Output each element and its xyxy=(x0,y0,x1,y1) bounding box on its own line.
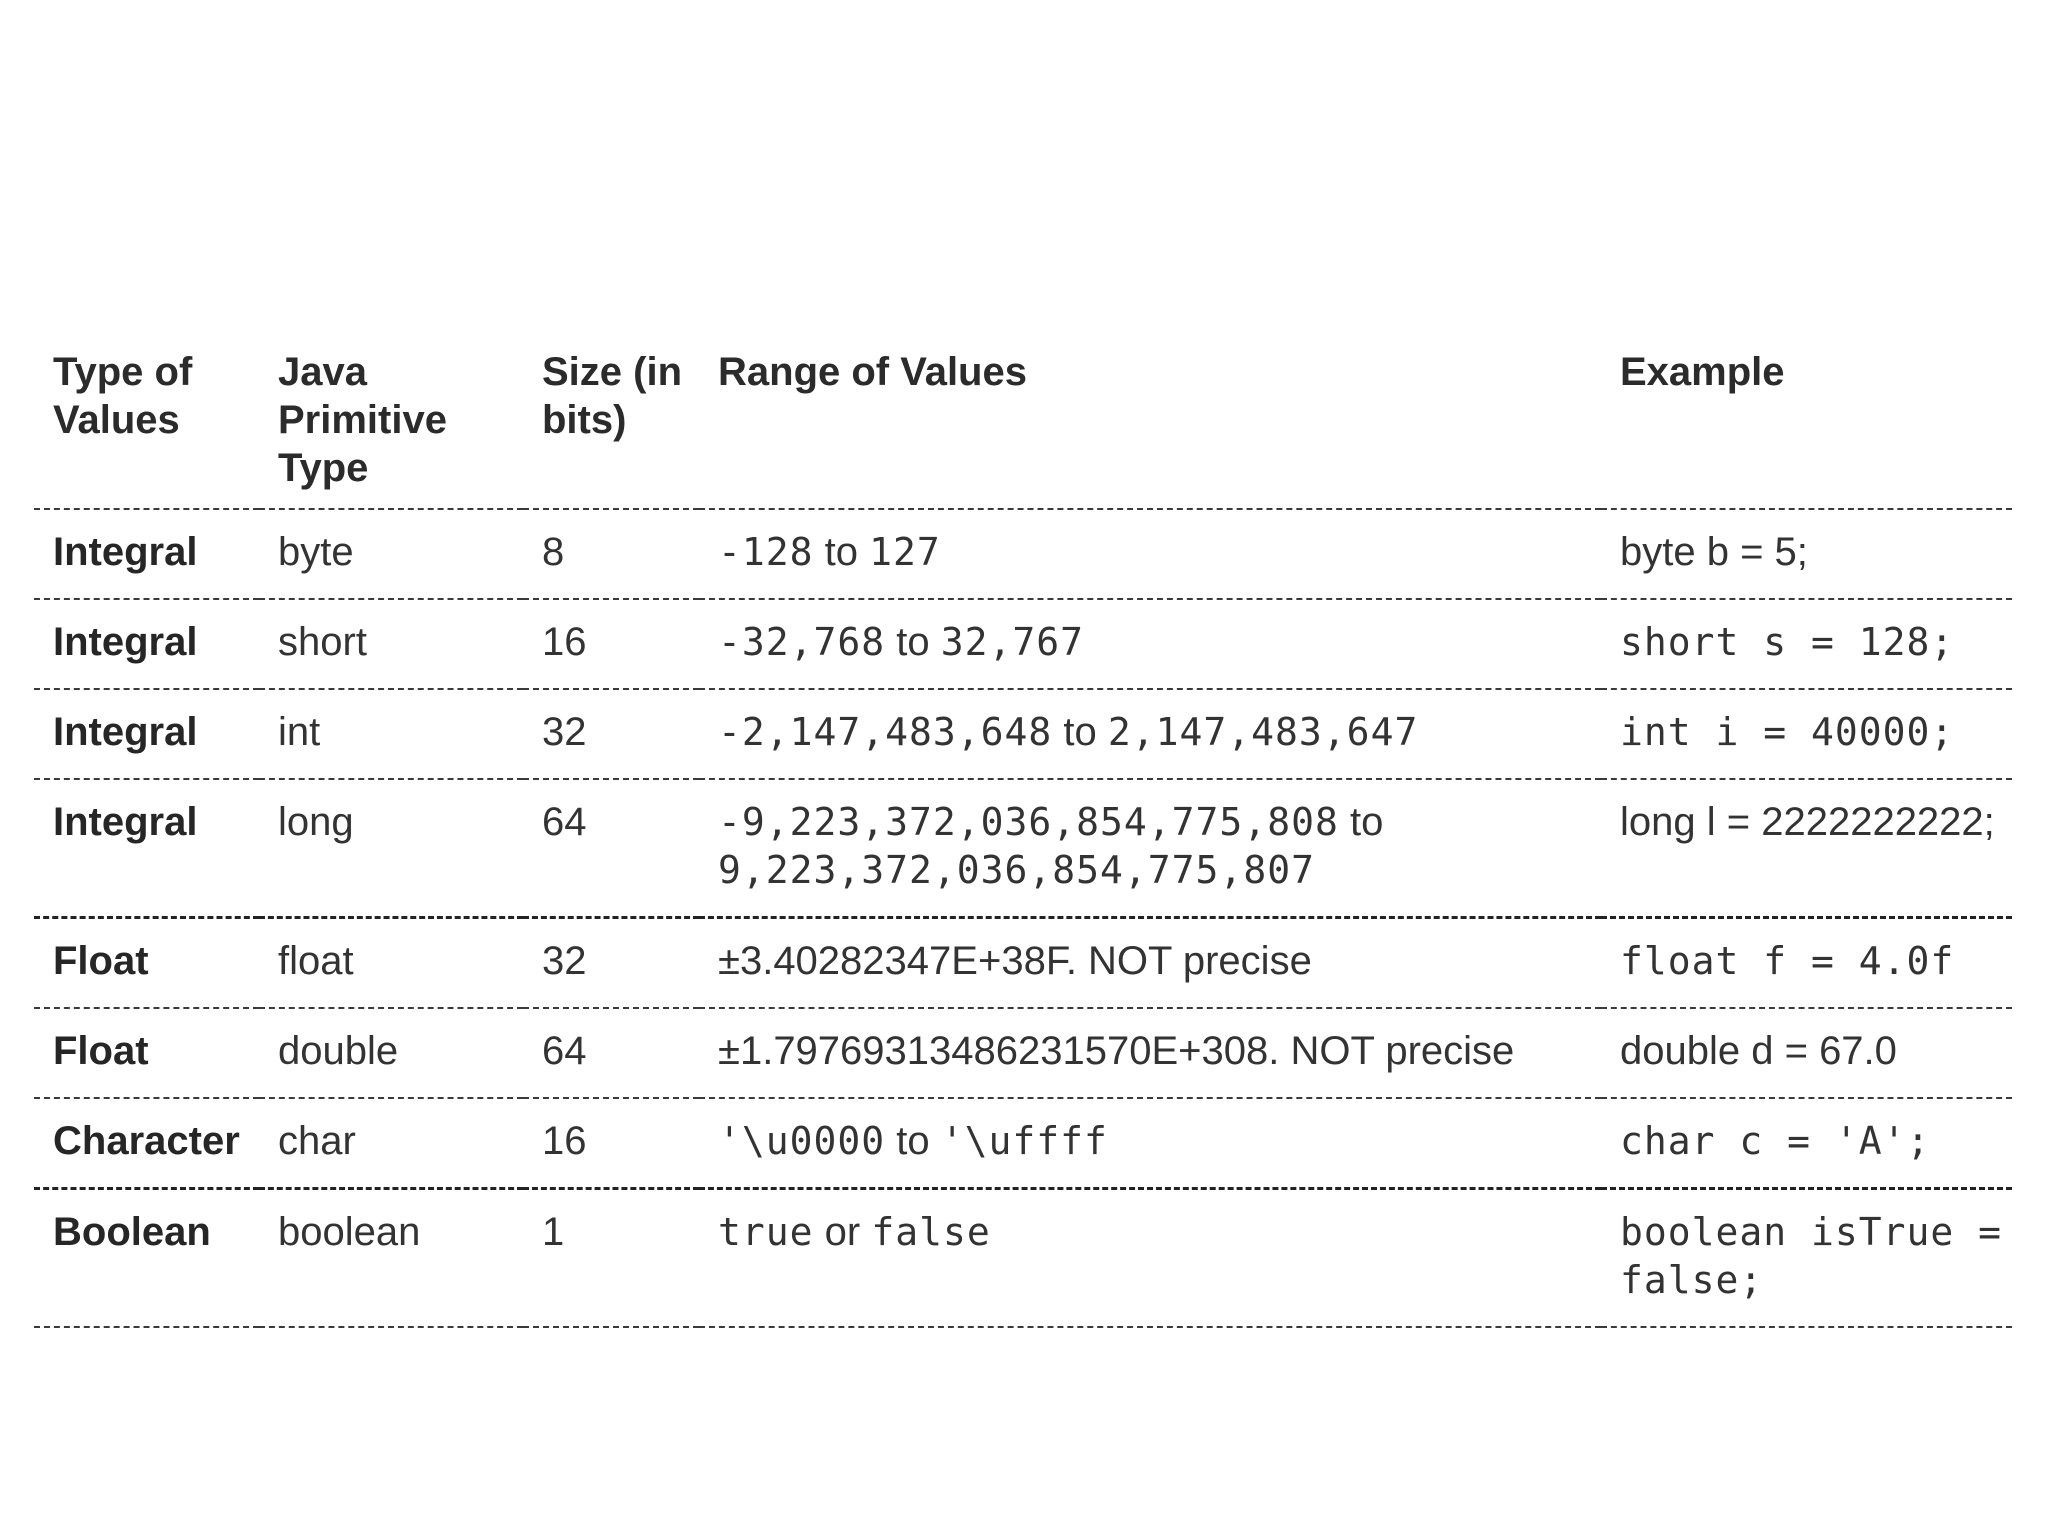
range-cell xyxy=(699,599,1601,689)
type-cell: Boolean xyxy=(34,1189,259,1328)
size-cell: 16 xyxy=(523,599,699,689)
range-connector: or xyxy=(824,1210,861,1254)
example-code: char c = 'A'; xyxy=(1620,1119,1931,1163)
size-cell: 1 xyxy=(523,1189,699,1328)
primitive-cell: char xyxy=(259,1098,523,1189)
header-type-of-values: Type of Values xyxy=(34,338,259,509)
type-cell: Integral xyxy=(34,779,259,918)
header-example: Example xyxy=(1601,338,2012,509)
example-cell xyxy=(1601,599,2012,689)
range-connector: to xyxy=(896,1119,930,1163)
range-cell xyxy=(699,689,1601,779)
range-cell xyxy=(699,1189,1601,1328)
size-cell: 64 xyxy=(523,1008,699,1098)
range-cell: ±3.40282347E+38F. NOT precise xyxy=(699,918,1601,1009)
example-cell xyxy=(1601,918,2012,1009)
table-row xyxy=(34,1008,2012,1098)
range-from: true xyxy=(718,1210,814,1254)
primitive-cell: double xyxy=(259,1008,523,1098)
example-cell: double d = 67.0 xyxy=(1601,1008,2012,1098)
table-row xyxy=(34,1098,2012,1189)
example-code: float f = 4.0f xyxy=(1620,939,1955,983)
example-cell xyxy=(1601,1098,2012,1189)
primitive-types-table-container xyxy=(34,338,2026,1328)
example-cell: byte b = 5; xyxy=(1601,509,2012,599)
table-header-row xyxy=(34,338,2012,509)
range-to: 32,767 xyxy=(940,620,1085,664)
primitive-cell: short xyxy=(259,599,523,689)
example-cell xyxy=(1601,689,2012,779)
table-row xyxy=(34,509,2012,599)
table-row xyxy=(34,689,2012,779)
type-cell: Integral xyxy=(34,509,259,599)
size-cell: 8 xyxy=(523,509,699,599)
range-to: false xyxy=(871,1210,991,1254)
example-code: int i = 40000; xyxy=(1620,710,1955,754)
range-from: '\u0000 xyxy=(718,1119,886,1163)
range-cell: ±1.79769313486231570E+308. NOT precise xyxy=(699,1008,1601,1098)
header-size-in-bits: Size (in bits) xyxy=(523,338,699,509)
type-cell: Float xyxy=(34,918,259,1009)
table-row xyxy=(34,1189,2012,1328)
range-to: 127 xyxy=(869,530,941,574)
range-to: '\uffff xyxy=(940,1119,1108,1163)
header-java-primitive-type: Java Primitive Type xyxy=(259,338,523,509)
range-to: 9,223,372,036,854,775,807 xyxy=(718,848,1315,892)
primitive-cell: long xyxy=(259,779,523,918)
type-cell: Float xyxy=(34,1008,259,1098)
type-cell: Integral xyxy=(34,689,259,779)
example-cell xyxy=(1601,1189,2026,1328)
range-connector: to xyxy=(1063,710,1097,754)
range-cell xyxy=(699,509,1601,599)
type-cell: Integral xyxy=(34,599,259,689)
table-row xyxy=(34,918,2012,1009)
range-connector: to xyxy=(1349,800,1384,844)
example-code: boolean isTrue = false; xyxy=(1620,1210,2026,1302)
range-from: -2,147,483,648 xyxy=(718,710,1053,754)
range-connector: to xyxy=(824,530,858,574)
size-cell: 64 xyxy=(523,779,699,918)
primitive-types-table xyxy=(34,338,2026,1328)
range-connector: to xyxy=(896,620,930,664)
type-cell: Character xyxy=(34,1098,259,1189)
range-cell xyxy=(699,1098,1601,1189)
header-range-of-values: Range of Values xyxy=(699,338,1601,509)
size-cell: 16 xyxy=(523,1098,699,1189)
primitive-cell: byte xyxy=(259,509,523,599)
example-code: short s = 128; xyxy=(1620,620,1955,664)
range-from: -32,768 xyxy=(718,620,886,664)
table-row xyxy=(34,779,2012,918)
size-cell: 32 xyxy=(523,918,699,1009)
table-row xyxy=(34,599,2012,689)
size-cell: 32 xyxy=(523,689,699,779)
range-from: -9,223,372,036,854,775,808 xyxy=(718,800,1339,844)
primitive-cell: float xyxy=(259,918,523,1009)
range-from: -128 xyxy=(718,530,814,574)
range-to: 2,147,483,647 xyxy=(1107,710,1419,754)
primitive-cell: int xyxy=(259,689,523,779)
example-cell: long l = 2222222222; xyxy=(1601,779,2012,918)
range-cell xyxy=(699,779,1601,918)
primitive-cell: boolean xyxy=(259,1189,523,1328)
